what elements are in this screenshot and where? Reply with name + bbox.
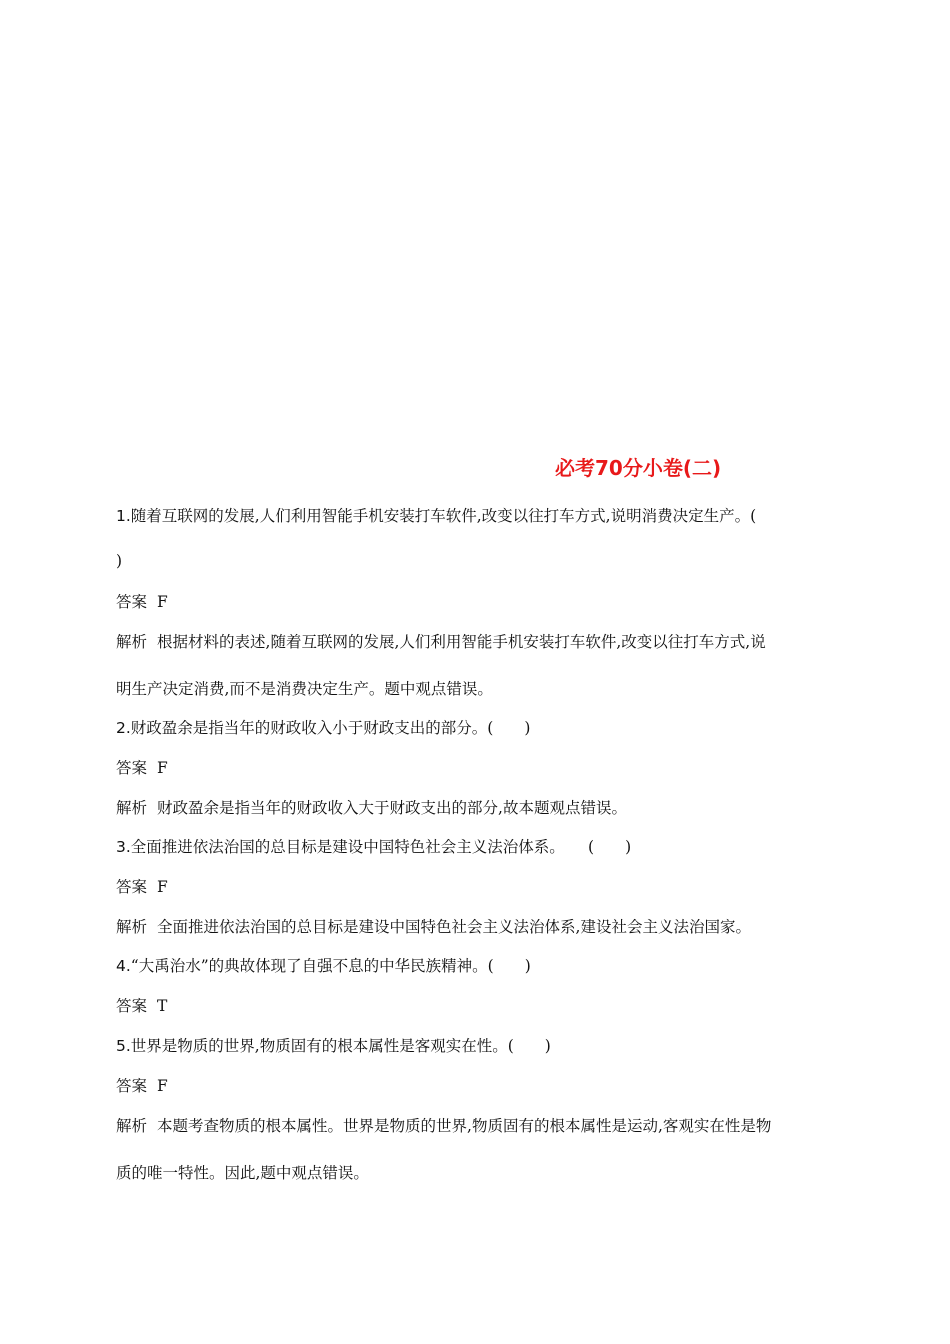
answer-label: 答案 xyxy=(116,1077,148,1095)
question-5 xyxy=(116,1036,551,1056)
question-3 xyxy=(116,837,631,857)
analysis-label: 解析 xyxy=(116,918,148,936)
answer-4 xyxy=(116,996,167,1016)
answer-2 xyxy=(116,758,168,778)
question-1-continuation: ) xyxy=(116,552,123,570)
analysis-label: 解析 xyxy=(116,633,148,651)
question-text: 全面推进依法治国的总目标是建设中国特色社会主义法治体系。 ( ) xyxy=(130,838,632,856)
answer-label: 答案 xyxy=(116,759,148,777)
question-number: 3. xyxy=(116,838,131,856)
answer-label: 答案 xyxy=(116,997,148,1015)
question-number: 4. xyxy=(116,957,131,975)
analysis-text: 全面推进依法治国的总目标是建设中国特色社会主义法治体系,建设社会主义法治国家。 xyxy=(157,918,751,936)
analysis-text: 本题考查物质的根本属性。世界是物质的世界,物质固有的根本属性是运动,客观实在性是物 xyxy=(157,1117,772,1135)
answer-3 xyxy=(116,877,168,897)
question-text: 财政盈余是指当年的财政收入小于财政支出的部分。( ) xyxy=(130,719,531,737)
analysis-label: 解析 xyxy=(116,799,148,817)
answer-value: F xyxy=(157,878,168,896)
question-number: 1. xyxy=(116,507,131,525)
question-text: 世界是物质的世界,物质固有的根本属性是客观实在性。( ) xyxy=(130,1037,551,1055)
analysis-label: 解析 xyxy=(116,1117,148,1135)
question-text: 随着互联网的发展,人们利用智能手机安装打车软件,改变以往打车方式,说明消费决定生产。( xyxy=(130,507,757,525)
answer-value: F xyxy=(157,593,168,611)
question-text: “大禹治水”的典故体现了自强不息的中华民族精神。( ) xyxy=(130,957,531,975)
analysis-text: 根据材料的表述,随着互联网的发展,人们利用智能手机安装打车软件,改变以往打车方式,说 xyxy=(157,633,766,651)
analysis-2 xyxy=(116,798,627,818)
question-number: 5. xyxy=(116,1037,131,1055)
analysis-3 xyxy=(116,917,751,937)
analysis-5-continuation: 质的唯一特性。因此,题中观点错误。 xyxy=(116,1164,369,1182)
question-4 xyxy=(116,956,531,976)
analysis-1 xyxy=(116,632,766,652)
answer-value: T xyxy=(157,997,168,1015)
answer-value: F xyxy=(157,1077,168,1095)
answer-label: 答案 xyxy=(116,593,148,611)
analysis-5 xyxy=(116,1116,771,1136)
answer-5 xyxy=(116,1076,168,1096)
answer-1 xyxy=(116,592,168,612)
analysis-1-continuation: 明生产决定消费,而不是消费决定生产。题中观点错误。 xyxy=(116,680,493,698)
answer-value: F xyxy=(157,759,168,777)
page-title: 必考70分小卷(二) xyxy=(555,456,722,480)
analysis-text: 财政盈余是指当年的财政收入大于财政支出的部分,故本题观点错误。 xyxy=(157,799,627,817)
question-2 xyxy=(116,718,530,738)
answer-label: 答案 xyxy=(116,878,148,896)
question-number: 2. xyxy=(116,719,131,737)
question-1 xyxy=(116,506,756,526)
